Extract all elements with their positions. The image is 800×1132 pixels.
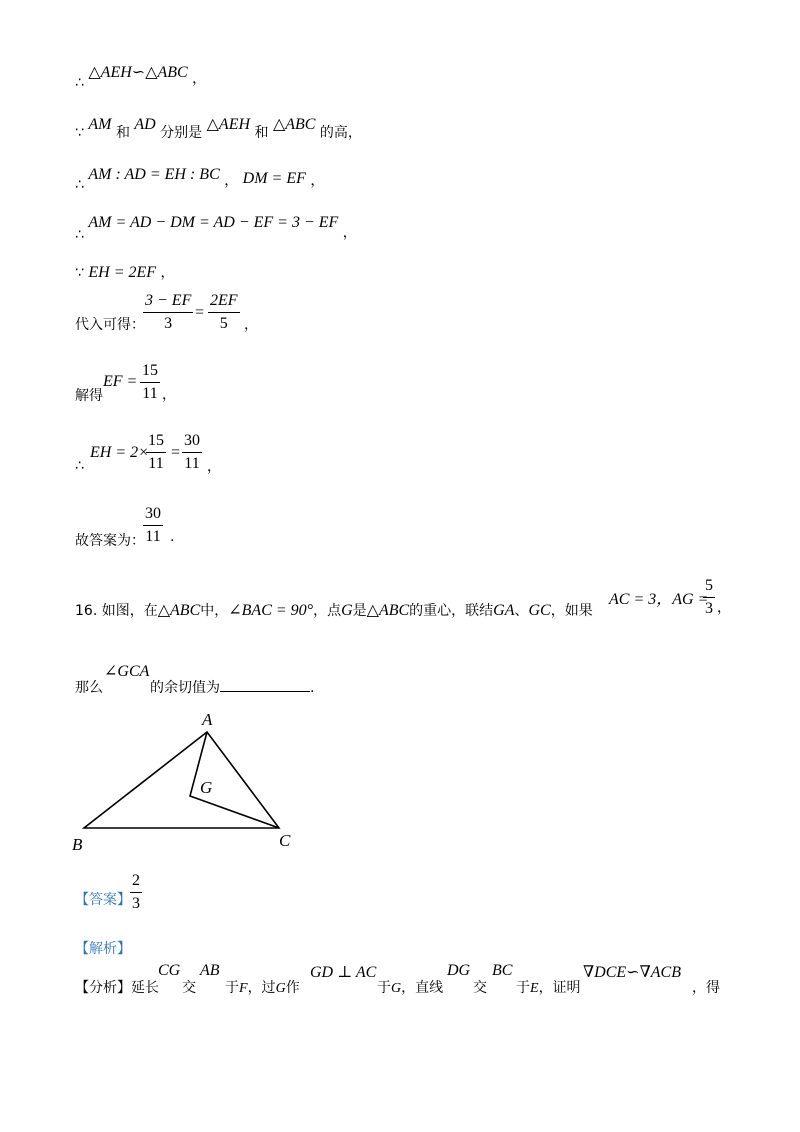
fraction-numerator: 30 [184,432,200,449]
fraction-numerator: 15 [148,432,164,449]
solution-line-2 [75,114,362,141]
angle-bac: ∠BAC = 90° [228,602,314,619]
fraction-denominator: 11 [145,528,161,545]
answer-tag: 【答案】 [75,892,131,908]
analysis-text: 交 [182,980,196,996]
equals-sign: = [171,444,181,461]
punctuation: ， [224,173,239,189]
text-substitute: 代入可得： [75,317,145,333]
analysis-text: ，证明 [538,980,581,996]
fraction-15-over-11 [140,362,160,403]
analysis-text [516,977,581,997]
solution-line-6-prefix [75,314,145,334]
fraction-denominator: 11 [142,385,158,402]
answer-fraction [130,872,142,913]
fraction-3-minus-ef-over-3 [143,292,193,333]
segment-ab: AB [200,962,220,979]
question-16-line-2 [75,677,103,697]
text-answer-is: 故答案为： [75,533,145,549]
fraction-bar [703,597,715,598]
analysis-text: ，直线 [401,980,444,996]
punctuation: ， [310,173,325,189]
fraction-denominator: 3 [705,600,713,617]
punctuation: ， [342,225,357,241]
fraction-bar [140,382,160,383]
triangle-abc: △ABC [157,602,201,619]
therefore-symbol: ∴ [75,75,84,91]
fraction-bar [182,452,202,453]
analysis-tag: 【解析】 [75,941,131,957]
similar-triangles-dce-acb: ∇DCE∽∇ACB [583,964,681,981]
fraction-15-over-11 [146,432,166,473]
separator: 、 [514,603,529,619]
am-expr: AM = AD − DM = AD − EF = 3 − EF [88,214,339,231]
solution-line-3 [75,164,325,193]
fraction-numerator: 5 [705,577,713,594]
analysis-text [225,977,300,997]
analysis-line [75,977,159,997]
question-text: 的重心，联结 [409,603,494,619]
triangle-abc: △ABC [272,116,316,133]
because-symbol: ∵ [75,125,84,141]
fraction-2ef-over-5 [208,292,240,333]
label-b: B [72,835,83,854]
fraction-numerator: 2 [132,872,140,889]
segment-am: AM [88,116,112,133]
fraction-30-over-11 [182,432,202,473]
fraction-denominator: 11 [184,455,200,472]
segment-ga: GA [493,602,515,619]
label-a: A [202,710,213,729]
point-g: G [391,981,402,996]
analysis-text: 延长 [131,980,159,996]
fraction-denominator: 11 [148,455,164,472]
text-and-2: 和 [254,125,269,141]
because-symbol: ∵ [75,265,84,281]
question-text: ，如果 [550,603,593,619]
solution-line-4 [75,212,357,243]
fraction-denominator: 3 [132,895,140,912]
fraction-numerator: 30 [145,505,161,522]
ratio-expr: AM : AD = EH : BC [88,166,220,183]
question-text: 的余切值为 [150,680,220,696]
fraction-denominator: 3 [164,315,173,332]
segment-bc: BC [492,962,513,979]
segments-ga-gc [190,732,279,828]
fraction-numerator: 15 [142,362,158,379]
fraction-bar [146,452,166,453]
punctuation: ， [162,387,176,403]
text-solve: 解得 [75,388,103,404]
ef-lhs: EF = [103,373,138,390]
text-heights: 的高， [319,125,362,141]
question-number: 16. [75,603,98,619]
question-text: 中， [200,603,229,619]
therefore-symbol: ∴ [75,227,84,243]
therefore-symbol: ∴ [75,458,84,474]
analysis-text: ，得 [692,980,720,996]
analysis-text: 作 [285,980,300,996]
eh-lhs: EH = 2× [90,444,149,461]
answer-blank [220,691,310,692]
fraction-numerator: 3 − EF [145,292,192,309]
analysis-sub-tag: 【分析】 [75,980,131,996]
question-text: ，点 [313,603,342,619]
analysis-text [377,977,443,997]
point-g: G [275,981,286,996]
equals-sign: = [195,304,205,321]
triangle-aeh: △AEH [206,116,251,133]
label-g: G [200,778,213,797]
fraction-bar [143,525,163,526]
question-text: 是 [352,603,367,619]
similar-triangles-expr: △AEH∽△ABC [88,64,188,81]
dm-ef-expr: DM = EF [242,170,306,187]
question-text: 那么 [75,680,103,696]
text-respectively: 分别是 [160,125,203,141]
analysis-text: 于 [377,980,391,996]
fraction-5-over-3 [703,577,715,618]
fraction-30-over-11 [143,505,163,546]
text-and: 和 [115,125,130,141]
period: . [170,529,175,545]
segment-ad: AD [134,116,156,133]
eh-expr: EH = 2EF [88,264,157,281]
solution-line-5 [75,262,175,282]
period: . [310,680,315,696]
fraction-bar [143,312,193,313]
fraction-numerator: 2EF [210,292,238,309]
triangle-abc-shape [84,732,279,828]
segment-dg: DG [447,962,471,979]
segment-gc: GC [528,602,551,619]
analysis-text: 交 [473,980,487,996]
question-16-line-1 [75,600,593,620]
point-f: F [239,981,248,996]
punctuation: ， [207,459,221,475]
label-c: C [279,831,291,850]
punctuation: ， [717,600,731,616]
fraction-denominator: 5 [219,315,228,332]
analysis-text: ，过 [247,980,276,996]
angle-gca: ∠GCA [104,663,150,680]
punctuation: ， [160,265,175,281]
punctuation: ， [192,71,207,87]
segment-cg: CG [158,962,181,979]
condition-expr: AC = 3，AG = [609,591,709,608]
fraction-bar [208,312,240,313]
question-16-line-2b [150,677,314,697]
question-text: 如图，在 [101,603,158,619]
perpendicular-expr: GD ⊥ AC [310,964,377,981]
analysis-text: 于 [516,980,530,996]
triangle-abc: △ABC [366,602,410,619]
point-g: G [341,602,353,619]
punctuation: ， [244,317,258,333]
solution-line-1 [75,62,207,91]
analysis-text: 于 [225,980,239,996]
point-e: E [530,981,539,996]
fraction-bar [130,892,142,893]
therefore-symbol: ∴ [75,177,84,193]
